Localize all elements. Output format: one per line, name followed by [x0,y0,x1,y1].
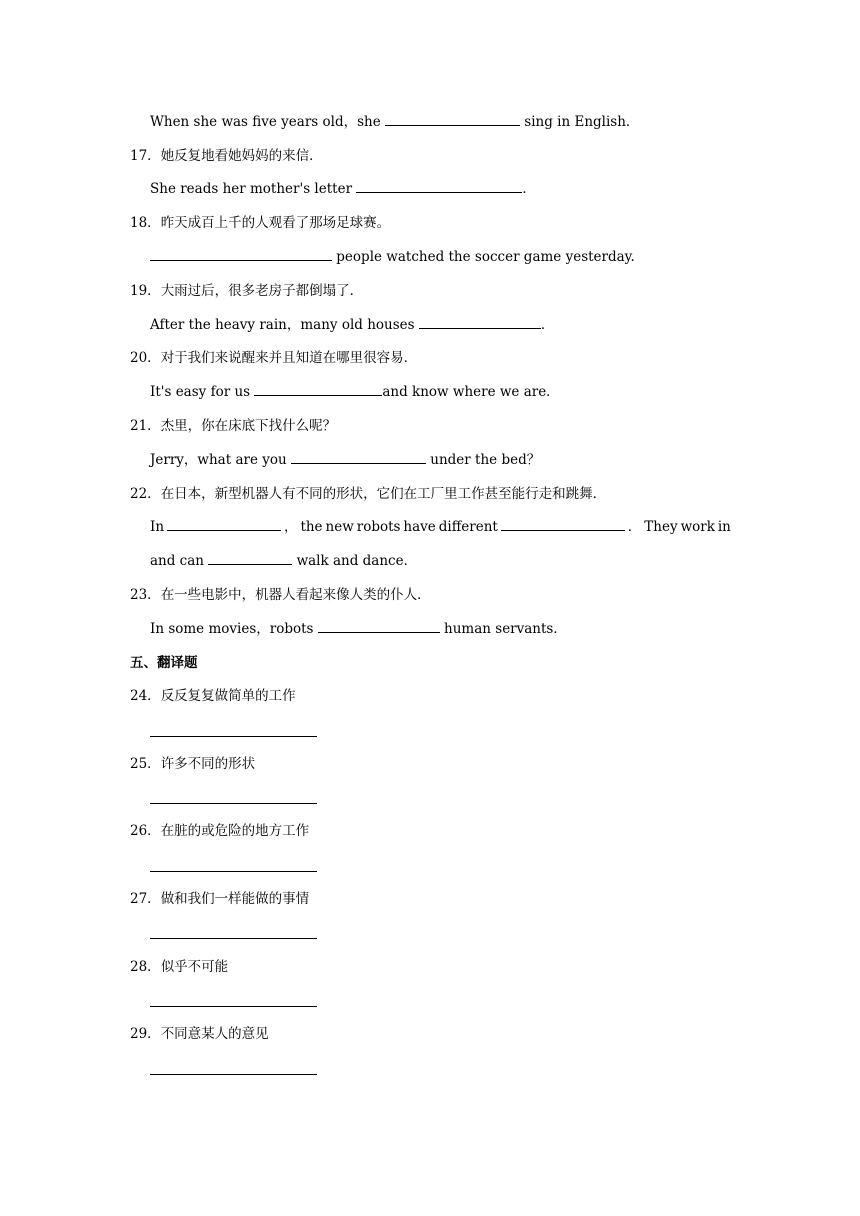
question-22 [130,485,606,503]
question-18 [130,214,390,232]
question-number: 18． [130,215,161,231]
question-text: 大雨过后，很多老房子都倒塌了． [160,283,364,299]
answer-blank[interactable] [356,180,522,193]
q21-answer-line [150,451,540,469]
question-23 [130,586,431,604]
question-number: 17． [130,148,161,164]
answer-text-before: and can [150,553,209,569]
answer-blank[interactable] [291,451,426,464]
answer-word: ， [283,519,298,535]
question-text: 在日本，新型机器人有不同的形状，它们在工厂里工作甚至能行走和跳舞． [160,486,607,502]
answer-word: have [403,519,436,535]
answer-text-after: ． [540,317,555,333]
answer-blank[interactable] [150,1006,317,1007]
q16-answer-line [150,113,639,131]
q18-answer-line [150,248,635,266]
q23-answer-line [150,620,567,638]
answer-blank[interactable] [501,518,625,531]
question-text: 反反复复做简单的工作 [160,688,296,704]
answer-word: They [644,519,678,535]
question-19 [130,282,363,300]
question-number: 29． [130,1026,161,1042]
question-number: 23． [130,587,161,603]
question-text: 许多不同的形状 [160,756,256,772]
answer-text-before: When she was five years old，she [150,114,386,130]
section-heading: 五、翻译题 [130,655,198,671]
question-text: 她反复地看她妈妈的来信． [160,148,323,164]
answer-blank[interactable] [150,871,317,872]
question-number: 28． [130,959,161,975]
answer-word: new [325,519,354,535]
answer-blank[interactable] [254,383,382,396]
answer-text-after: ． [522,181,536,197]
question-29 [130,1025,269,1043]
question-number: 22． [130,486,161,502]
question-text: 做和我们一样能做的事情 [160,891,310,907]
answer-blank[interactable] [150,248,332,261]
question-text: 杰里，你在床底下找什么呢？ [160,418,337,434]
question-27 [130,890,309,908]
q22-answer-line-2 [150,552,417,570]
question-number: 21． [130,418,161,434]
answer-blank[interactable] [150,938,317,939]
question-26 [130,822,309,840]
answer-text-after: human servants． [439,621,567,637]
answer-word: different [438,519,498,535]
q22-answer-line-1 [150,518,731,536]
answer-blank[interactable] [150,1074,317,1075]
q20-answer-line [150,383,560,401]
question-text: 昨天成百上千的人观看了那场足球赛。 [160,215,391,231]
q19-answer-line [150,316,554,334]
question-20 [130,349,417,367]
question-number: 20． [130,350,161,366]
question-text: 在一些电影中，机器人看起来像人类的仆人． [160,587,431,603]
answer-blank[interactable] [150,803,317,804]
answer-word: work [680,519,715,535]
answer-text-after: and know where we are． [382,384,560,400]
answer-blank[interactable] [150,736,317,737]
answer-blank[interactable] [208,552,292,565]
answer-word: robots [356,519,401,535]
answer-text-after: sing in English． [520,114,640,130]
answer-text-before: After the heavy rain，many old houses [150,317,419,333]
answer-word: ． [627,519,642,535]
answer-blank[interactable] [318,620,440,633]
answer-text-after: people watched the soccer game yesterday. [332,249,635,265]
answer-text-after: under the bed？ [425,452,541,468]
question-number: 27． [130,891,161,907]
answer-blank[interactable] [419,316,541,329]
answer-text-before: It's easy for us [150,384,255,400]
answer-text-before: She reads her mother's letter [150,181,357,197]
q17-answer-line [150,180,536,198]
question-text: 对于我们来说醒来并且知道在哪里很容易． [160,350,418,366]
question-21 [130,417,336,435]
question-number: 24． [130,688,161,704]
question-28 [130,958,228,976]
question-text: 不同意某人的意见 [160,1026,269,1042]
answer-word: the [300,519,323,535]
question-25 [130,755,255,773]
question-number: 19． [130,283,161,299]
answer-text-after: walk and dance． [292,553,418,569]
answer-word: In [150,519,165,535]
answer-blank[interactable] [385,113,520,126]
question-number: 25． [130,756,161,772]
question-text: 在脏的或危险的地方工作 [160,823,310,839]
question-number: 26． [130,823,161,839]
question-24 [130,687,296,705]
answer-text-before: Jerry，what are you [150,452,291,468]
answer-word: in [717,519,731,535]
answer-blank[interactable] [167,518,281,531]
question-17 [130,147,323,165]
question-text: 似乎不可能 [160,959,229,975]
answer-text-before: In some movies，robots [150,621,318,637]
